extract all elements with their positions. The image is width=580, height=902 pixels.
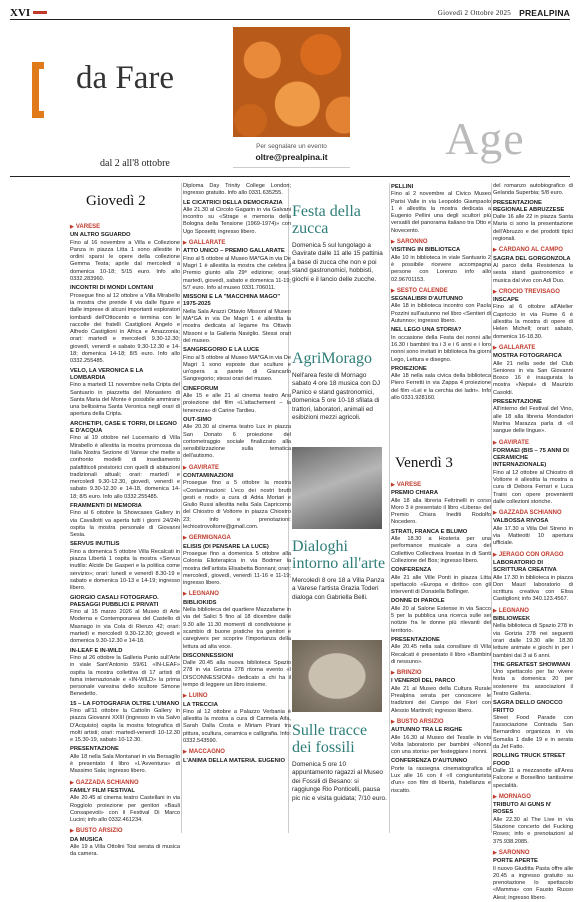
- town-label: [493, 289, 573, 296]
- event-title: VELO, LA VERONICA E LA LOMBARDIA: [70, 367, 144, 381]
- event-list: [493, 183, 573, 902]
- event-body: Alle 21 al Museo della Cultura Rurale Prealpina serata per conoscere le tradizioni dei Campo dei Fiori con Alessio Martinoli; ingresso libero.: [391, 685, 491, 714]
- town-name: VARESE: [396, 482, 422, 488]
- event-title: PROIEZIONE: [391, 365, 427, 372]
- event-title: STRATI, FRANCA E BLUMO: [391, 528, 468, 535]
- feature-fossili: [292, 722, 387, 809]
- event-title: FAMILY FILM FESTIVAL: [70, 787, 135, 794]
- town-name: LEGNANO: [498, 607, 529, 614]
- event-title: DONNE DI PAROLE: [391, 598, 445, 605]
- event-body: Fino al 15 marzo 2026 al Museo di Arte Moderna e Contemporanea del Castello di Masnago in via Cola di Rienzo 42; orari: martedì e mercoledì 9.30-12.30; giovedì e domenica 9.30-12.30 e 14-18.: [70, 609, 180, 645]
- column-divider: [181, 183, 182, 833]
- event-title: I VENERDÌ DEL PARCO: [391, 678, 456, 685]
- town-label: [183, 693, 291, 700]
- feature-body: Domenica 5 ore 10 appuntamento ragazzi al Museo dei Fossili di Besano: si raggiunge Rio Ponticelli, pausa pic nic e visita guidata; 7/10 euro.: [292, 761, 387, 802]
- event-title: LABORATORIO DI SCRITTURA CREATIVA: [493, 559, 557, 574]
- event-body: In occasione della Festa dei nonni alle 16.30 i bambini tra i 3 e i 6 anni e i loro nonni sono invitati in biblioteca fra giorni Lego, Lettura e disegno.: [391, 334, 491, 363]
- event-title: DA MUSICA: [70, 836, 103, 843]
- town-label: [391, 719, 491, 726]
- agenda-title: Age: [445, 113, 525, 164]
- event-body: Fino al 19 ottobre nel Lucernario di Villa Mirabello è allestita la mostra promossa da Italia Nostra Sezione di Varese che mette a confronto modelli di insediamento palafitticoli preistorici con quelli di abitazioni tradizionali attuali; orari: martedì e mercoledì 9.30-12.30, giovedì, venerdì e sabato 9.30-12.30 e 14-18, domenica 14-18; 8/5 euro. Info allo 0332.255485.: [70, 435, 180, 500]
- event-body: Alle 22.30 al The Live in via Stazione concerto dei Fucking Roses; info e prenotazioni al 375.938.2085.: [493, 816, 573, 845]
- arrow-icon: ▶: [183, 693, 187, 700]
- feature-title: Festa della zucca: [292, 203, 361, 237]
- event-body: Fino al 5 ottobre al Museo MA*GA in via De Magri 1 è allestita la mostra che celebra il Premio giunto alla 29ª edizione; orari: martedì, giovedì, sabato e domenica 11-19; 5/7 euro. Info al museo 0331.706011.: [183, 255, 291, 291]
- event-title: SAGRA DEL GORGONZOLA: [493, 255, 571, 262]
- event-title: IN-LEAF E IN-WILD: [70, 647, 123, 654]
- event-body: Diploma Day Trinity College London; ingresso gratuito. Info allo 0331.635255.: [183, 183, 291, 197]
- event-body: Alle 17.30 a Villa Del Streno in via Matteotti 10 apertura ufficiale.: [493, 525, 573, 547]
- event-list: [183, 183, 291, 765]
- town-name: MACCAGNO: [188, 749, 225, 756]
- town-name: JERAGO CON ORAGO: [498, 551, 564, 558]
- event-body: Alle 19 a Villa Ottolini Tosi serata di musica da camera.: [70, 844, 180, 858]
- town-name: SESTO CALENDE: [396, 287, 448, 294]
- arrow-icon: ▶: [183, 591, 187, 598]
- event-body: Alle 18.30 a Hosteria per una performance musicale a cura del Collettivo Collectivea Insetas in di Santi Collezione del Bos; ingresso libero.: [391, 536, 491, 564]
- event-title: TRIBUTO AI GUNS N' ROSES: [493, 802, 552, 816]
- section-title: da Fare: [76, 60, 175, 96]
- event-body: Alle 20.30 al cinema teatro Lux in piazza San Donato 6 proiezione del cortometraggio sociale finalizzato alla sensibilizzazione sulla tematica dell'autismo.: [183, 424, 291, 460]
- arrow-icon: ▶: [70, 224, 74, 230]
- town-label: [183, 465, 291, 472]
- town-name: GERMIGNAGA: [188, 535, 231, 542]
- arrow-icon: ▶: [493, 510, 497, 517]
- event-title: NEL LEGO UNA STORIA?: [391, 327, 462, 334]
- day-heading: Venerdì 3: [395, 455, 453, 471]
- town-label: [493, 247, 573, 254]
- event-title: PRESENTAZIONE REGIONALE ABRUZZESE: [493, 199, 565, 213]
- column-1: [70, 183, 180, 858]
- event-title: SAGRA DELLO GNOCCO FRITTO: [493, 700, 563, 714]
- feature-body: Domenica 5 sul lungolago a Gavirate dalle 11 alle 15 pattinia a base di zucca che non e poi stand gastronomici, hobbisti, giochi e il lancio delle zucche.: [292, 242, 383, 283]
- event-body: Al parco della Resistenza la sesta stand gastronomico e musica dal vivo con Adi Duo.: [493, 262, 573, 284]
- event-body: Fino al 26 ottobre la Galleria Punto sull'Arte in viale Sant'Antonio 59/61 «IN-LEAF» ospita la mostra collettiva di 17 artisti di fama internazionale e «IN-WILD» la prima personale varesina dello scultore Simone Benedetto.: [70, 654, 180, 698]
- event-title: SERVUS INUTILIS: [70, 541, 120, 548]
- accent-bar: [33, 11, 47, 14]
- event-title: FORMAEI (BIS – 75 ANNI DI CERAMICHE INTERNAZIONALE): [493, 447, 569, 469]
- event-body: Fino al 16 novembre a Villa e Collezione Panza in piazza Litta 1 sono allestite in ordini sparsi le opere della collezione Gemma Testa; aprile dal mercoledì a domenica 10-18; 5/15 euro. Info allo 0332.283960.: [70, 239, 180, 283]
- arrow-icon: ▶: [493, 793, 497, 800]
- event-body: Dalle 16 alle 22 in piazza Santa Maria ci sono la presentazione dell'Abruzzo e dei prodotti tipici regionali.: [493, 214, 573, 243]
- event-body: Alle 18 in biblioteca incontro con Paola Pozzini sull'autunno nel libro «Sentieri di Autunno»; ingresso libero.: [391, 303, 491, 325]
- town-name: BUSTO ARSIZIO: [75, 828, 123, 835]
- town-name: GAZZADA SCHIANNO: [75, 779, 139, 786]
- event-title: LA TRECCIA: [183, 701, 218, 708]
- event-title: BIBLIOWEEK: [493, 616, 531, 623]
- event-list: [70, 224, 180, 859]
- event-title: INSCAPE: [493, 297, 519, 304]
- town-name: GALLARATE: [498, 344, 536, 351]
- event-body: Dalle 20.45 alla nuova biblioteca Spazio 278 in via Gorizia 278 ritorna evento «I DISCONNESSIONI» dedicato a chi ha il tempo di leggere un libro insieme.: [183, 660, 291, 688]
- town-label: [391, 288, 491, 295]
- town-name: BUSTO ARSIZIO: [396, 718, 444, 725]
- column-2: [183, 183, 291, 831]
- arrow-icon: ▶: [493, 607, 497, 614]
- town-label: [183, 591, 291, 598]
- event-title: UN ALTRO SGUARDO: [70, 232, 131, 239]
- event-body: Alle 20.45 al cinema teatro Castellani in via Roggiolo proiezione per genitori «Bauli Consapevoli» con il Festival Di Marco Lucini; info allo 0332.461234.: [70, 795, 180, 824]
- event-title: MISSONI E LA "MACCHINA MAGO" 1975-2025: [183, 294, 281, 308]
- event-body: Alle 16.30 al Museo del Tessile in via Volta laboratorio per bambini «Nonni con una storia» per festeggiare i nonni.: [391, 734, 491, 756]
- town-name: CARDANO AL CAMPO: [498, 247, 563, 254]
- event-body: Uno spettacolo per far vivere festa a domenica 20 per sostenere tra associazioni il Teatro Galleria.: [493, 669, 573, 697]
- town-label: [493, 440, 573, 447]
- town-label: [391, 239, 491, 246]
- event-title: PRESENTAZIONE: [70, 746, 119, 753]
- event-body: Alle 10 in biblioteca in viale Santuario 2 è possibile ricevere accompagna persone con Lorenzo info allo 02.96701153.: [391, 254, 491, 283]
- event-title: 15 – LA FOTOGRAFIA OLTRE L'UMANO: [70, 700, 180, 707]
- arrow-icon: ▶: [391, 239, 395, 246]
- column-5: [493, 183, 573, 901]
- arrow-icon: ▶: [493, 439, 497, 446]
- town-name: MORNAGO: [498, 793, 531, 800]
- town-label: [493, 794, 573, 801]
- event-title: GIORGIO CASALI FOTOGRAFO. PAESAGGI PUBBLICI E PRIVATI: [70, 594, 159, 608]
- event-body: Prosegue fino a domenica 5 ottobre alla Colonia Elioterapica in via Bodmer la mostra dell'artista Elisabetta Bonnani; orari: mercoledì, giovedì, venerdì 11-16 e 11-19; ingresso libero.: [183, 550, 291, 587]
- feature-body: Mercoledì 8 ore 18 a Villa Panza a Varese l'artista Grazia Toderi dialoga con Gabriella Belli.: [292, 577, 385, 601]
- day-heading: Giovedì 2: [86, 193, 146, 209]
- arrow-icon: ▶: [183, 749, 187, 756]
- pumpkins-photo: [233, 27, 350, 137]
- event-title: VALBOSSA RIVOSA: [493, 518, 549, 525]
- event-body: Fino al 6 ottobre all'Atelier Capriccio in via Fiume 6 è allestita la mostra di opere di Helen Michell; orari: sabato, domenica 16-18.30.: [493, 304, 573, 340]
- feature-body: Nell'area feste di Mornago sabato 4 ore 18 musica con DJ Panico e stand gastronomici, domenica 5 ore 10-18 sfilata di trattori, laboratori, animali ed esibizioni mezzi agricoli.: [292, 372, 381, 422]
- event-body: Fino al 6 ottobre la Showcases Gallery in via Cavallotti va aperta tutti i giorni 24/24h ospita la mostra personale di Giovanni Sesia.: [70, 510, 180, 539]
- event-body: Nella biblioteca del quartiere Mazzafame in via del Salici 5 fino al 18 dicembre dalle 9.30 alle 11.30 momenti di condivisione e scambio di buone pratiche tra genitori e caregivers per scoprire l'importanza della lettura ad alta voce.: [183, 607, 291, 650]
- event-body: Dalle 11 a mezzanotte all'Area Falcone e Borsellino tantissime specialità.: [493, 767, 573, 789]
- arrow-icon: ▶: [493, 344, 497, 351]
- event-title: INCONTRI DI MONDI LONTANI: [70, 285, 154, 292]
- submission-box: [233, 140, 350, 168]
- event-title: ATTO UNICO – PREMIO GALLARATE: [183, 248, 285, 255]
- town-name: GAVIRATE: [498, 439, 529, 446]
- event-title: PREMIO CHIARA: [391, 490, 439, 497]
- event-body: Prosegue fino al 12 ottobre a Villa Mirabello la mostra che prende il via dalle figure e dalle imprese di alcuni importanti esploratori lombardi dell'Ottocento e termina con le raccolte dei fratelli Castiglioni Angelo e Alfredo Castiglioni in Africa e Amazzonia; orari: martedì e mercoledì 9.30-12.30; giovedì, venerdì e sabato 9.30-12.30 e 14-18; domenica 14-18; 8/5 euro. Info allo 0332.255485.: [70, 292, 180, 365]
- feature-photo: [292, 447, 382, 529]
- arrow-icon: ▶: [70, 779, 74, 786]
- event-body: Street Food Parade con l'associazione Contrada San Bernardino organizza in via Somalia 1 dalle 19 e in serata da Jet Fatto.: [493, 714, 573, 751]
- event-title: CONFERENZA D'AUTUNNO: [391, 758, 468, 765]
- event-title: L'ANIMA DELLA MATERIA. EUGENIO: [183, 757, 285, 764]
- feature-agrimorago: [292, 350, 387, 428]
- event-title: MOSTRA FOTOGRAFICA: [493, 353, 562, 360]
- event-title: PORTE APERTE: [493, 858, 538, 865]
- event-body: Alle 15 e alle 21 al cinema teatro Arsi proiezione del film «L'attachement – la tenerezza» di Carine Tardieu.: [183, 393, 291, 414]
- page-header: [10, 6, 570, 20]
- arrow-icon: ▶: [391, 482, 395, 488]
- page-number: XVI: [10, 7, 47, 19]
- event-body: Nella Sala Arazzi Ottavio Missoni al Museo MA*GA in via De Magri 1 è allestita la mostra dedicata al legame fra Ottavio Missoni e la Galleria Naviglio. Stessi orari del museo.: [183, 308, 291, 344]
- event-title: AUTUNNO TRA LE RIGHE: [391, 727, 463, 734]
- arrow-icon: ▶: [183, 240, 187, 247]
- event-title: CONTAMINAZIONI: [183, 472, 234, 479]
- town-label: [183, 535, 291, 542]
- event-title: THE GREATEST SHOWMAN: [493, 661, 571, 668]
- town-label: [493, 552, 573, 559]
- event-body: Alle 18 nella sala civica della biblioteca Piero Ferretti in via Zappa 4 proiezione del film «Lei e la cerchia dei ladri». Info allo 0331.928160.: [391, 373, 491, 402]
- town-name: VARESE: [75, 224, 101, 230]
- event-body: Fino a domenica 5 ottobre Villa Recalcati in piazza Libertà 1 ospita la mostra «Servus inutilis: Alcide De Gasperi e la politica come servizio»; orari: lunedì e venerdì 8.30-19 e sabato e domenica 10-13 e 14-19; ingresso libero.: [70, 548, 180, 592]
- submission-label: Per segnalare un evento: [256, 143, 327, 150]
- rule: [10, 176, 570, 177]
- date-range: dal 2 all'8 ottobre: [100, 158, 170, 169]
- header-date: Giovedì 2 Ottobre 2025: [437, 8, 512, 17]
- event-title: ELISIS (DI PENSARE LA LUCE): [183, 543, 269, 550]
- town-name: CROCIO TREVISAGO: [498, 288, 560, 295]
- town-label: [183, 749, 291, 756]
- event-body: Prosegue fino a 5 ottobre la mostra «Contaminazioni: L'eco dei nostri brutti gesti e nodi» a cura di Adria Mortari e Giulio Russi allestita nella Sala Capricorno del Chiostro di Voltorre in piazza Chiostro 23; info e prenotazioni: lechiostrovoltorre@gmail.com.: [183, 480, 291, 531]
- town-name: SARONNO: [498, 849, 530, 856]
- event-list: [391, 184, 491, 402]
- bracket-decoration: [32, 62, 44, 118]
- column-divider: [389, 183, 390, 833]
- arrow-icon: ▶: [493, 288, 497, 295]
- event-body: Alle 21.30 al Circolo Gagarin in via Galvani incontro su «Strage e memoria della Bologna della Tensione (1969-1974)» con Ugo Sposetti; ingresso libero.: [183, 206, 291, 235]
- event-body: Fino al 12 ottobre a Palazzo Verbania è allestita la mostra a cura di Carmela Aifa, Sarah Dalla Costa e Miriam Pirani tra pittura, scultura, ceramica e calligrafia. Info: 0332.543590.: [183, 708, 291, 745]
- column-4-bottom: [391, 478, 491, 828]
- town-label: [391, 670, 491, 677]
- column-4-top: [391, 183, 491, 451]
- feature-title: AgriMorago: [292, 350, 372, 367]
- event-title: DISCONNESSIONI: [183, 652, 234, 659]
- event-body: Alle 18 alla libreria Feltrinelli in corso Moro 3 è presentato il libro «Libera» del Premio Chiara Inediti Rodolfo Nocedero.: [391, 497, 491, 526]
- event-title: SEGNALIBRI D'AUTUNNO: [391, 296, 463, 303]
- event-body: Fino al 2 novembre al Civico Museo Parisi Valle in via Leopoldo Giampaolo 1 è allestita la mostra dedicata a Eugenio Pellini una degli scultori più versatili del panorama italiano tra Otto e Novecento.: [391, 191, 491, 234]
- event-title: CINEFORUM: [183, 385, 219, 392]
- event-list: [391, 482, 491, 795]
- event-body: Fino all'11 ottobre la Cattolin Gallery in piazza Giovanni XXIII (ingresso in via Salvo D'Acquisto) ospita la mostra fotografica di molti artisti; orari: martedì-venerdì 10-12.30 e 15.30-19, sabato 10-12.30.: [70, 708, 180, 744]
- town-name: LEGNANO: [188, 591, 219, 598]
- event-title: PELLINI: [391, 184, 414, 190]
- submission-email[interactable]: oltre@prealpina.it: [255, 152, 328, 162]
- town-label: [493, 850, 573, 857]
- event-body: Alle 21 nella sede del Club Seniores in via San Giovanni Bosco 16 è inaugurata la mostra «Nepal» di Maurizio Casoldi.: [493, 360, 573, 396]
- town-label: [70, 828, 180, 835]
- column-divider: [491, 183, 492, 833]
- town-name: LUINO: [188, 693, 208, 700]
- event-body: Alle 20.45 nella sala consiliare di Villa Recalcati è presentato il libro «Bambini di nessuno».: [391, 644, 491, 665]
- event-title: CONFERENZA: [391, 567, 432, 574]
- event-body: Alle 20 al Salone Estense in via Sacco 5 per la pubblica una ricerca sulle sei notizie fra le donne più rilevanti del territorio.: [391, 605, 491, 634]
- town-label: [70, 780, 180, 787]
- arrow-icon: ▶: [493, 849, 497, 856]
- town-name: SARONNO: [396, 239, 428, 246]
- event-title: FRAMMENTI DI MEMORIA: [70, 502, 142, 509]
- feature-dialoghi: [292, 538, 387, 608]
- event-title: ARCHETIPI, CASE E TORRI, DI LEGNO E D'ACQUA: [70, 420, 177, 435]
- event-title: OUT-SIMO: [183, 416, 212, 423]
- arrow-icon: ▶: [183, 464, 187, 471]
- event-body: Fino al 5 ottobre al Museo MA*GA in via De Magri 1 sono esposte due sculture e un'opera a parete di Giancarlo Sangregorio; stessi orari del museo.: [183, 354, 291, 383]
- event-body: Porte la rassegna cinematografica al Lux alle 16 con il «Il congiunturista d'un» con film di libertà, fratellanza e riscatto.: [391, 765, 491, 794]
- arrow-icon: ▶: [391, 670, 395, 677]
- fossil-photo: [292, 640, 382, 712]
- event-title: PRESENTAZIONE: [391, 636, 440, 643]
- town-label: [493, 510, 573, 517]
- town-label: [183, 240, 291, 247]
- event-body: Fino al 12 ottobre al Chiostro di Voltorre è allestita la mostra a cura di Debora Ferrari e Luca Traini con opere provenienti dalle collezioni storiche.: [493, 469, 573, 505]
- town-label: [391, 482, 491, 489]
- feature-zucca: [292, 203, 387, 290]
- event-title: ROLLING TRUCK STREET FOOD: [493, 753, 566, 767]
- arrow-icon: ▶: [391, 287, 395, 294]
- town-label: [493, 608, 573, 615]
- town-name: BRINZIO: [396, 670, 422, 677]
- town-name: GALLARATE: [188, 240, 226, 247]
- event-body: Fino a martedì 11 novembre nella Cripta del Santuario in piazzetta del Monastero di Santa Maria del Monte è possibile ammirare una bellissima Santa Veronica negli orari di apertura della Cripta.: [70, 382, 180, 418]
- event-body: Alle 17.30 in biblioteca in piazza Don Mauri laboratorio di scrittura creativa con Elisa Castiglioni; info 340.123.4567.: [493, 574, 573, 603]
- town-name: GAZZADA SCHIANNO: [498, 510, 562, 517]
- town-label: [493, 345, 573, 352]
- event-title: PRESENTAZIONE: [493, 399, 542, 406]
- feature-title: Dialoghi intorno all'arte: [292, 538, 386, 572]
- arrow-icon: ▶: [493, 247, 497, 254]
- town-name: GAVIRATE: [188, 464, 219, 471]
- arrow-icon: ▶: [70, 828, 74, 835]
- event-body: del romanzo autobiografico di Gelanda Superbia; 5/8 euro.: [493, 183, 573, 197]
- event-title: LE CICATRICI DELLA DEMOCRAZIA: [183, 199, 283, 206]
- event-body: All'interno del Festival del Vino, alle 18 alla libreria Mondadori Marina Marazza parla di «Il sangue delle lingue».: [493, 406, 573, 435]
- arrow-icon: ▶: [391, 718, 395, 725]
- newspaper-logo: PREALPINA: [519, 7, 570, 18]
- feature-title: Sulle tracce dei fossili: [292, 722, 368, 756]
- town-label: [70, 224, 180, 231]
- event-title: SANGREGORIO E LA LUCE: [183, 347, 260, 354]
- event-body: Alle 18 nella Sala Montanari in via Bersaglio è presentato il libro «L'Avventura» di Massimo Sala; ingresso libero.: [70, 753, 180, 775]
- event-body: Il nuovo Giuditta Pasta offre alle 20.45 a ingresso gratuito su prenotazione lo spettacolo «Mamma» con Fausto Russo Alesi; ingresso libero.: [493, 865, 573, 901]
- event-title: VISITING IN BIBLIOTECA: [391, 247, 461, 254]
- event-body: Nella biblioteca di Spazio 278 in via Gorizia 278 nei seguenti orari dalle 19.30 alle 18.30 letture animate e giochi in per i bambini dai 3 ai 6 anni.: [493, 623, 573, 659]
- arrow-icon: ▶: [183, 535, 187, 542]
- arrow-icon: ▶: [493, 551, 497, 558]
- event-body: Alle 21 alle Ville Ponti in piazza Litta spettacolo «Europa e diritto» con gli interventi di Donatella Bollinger.: [391, 574, 491, 596]
- event-title: BIBLIOKIDS: [183, 599, 217, 606]
